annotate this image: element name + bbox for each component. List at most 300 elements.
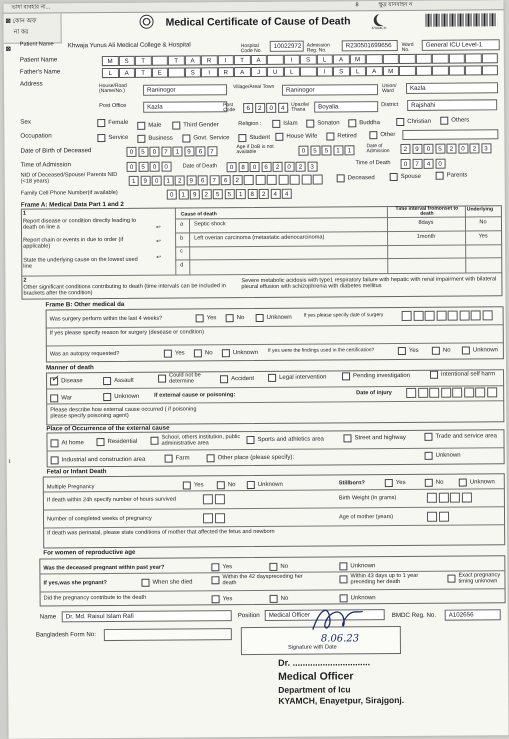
findings-no-checkbox[interactable] <box>432 347 440 355</box>
occupation-govt[interactable] <box>182 134 229 142</box>
cell[interactable]: A <box>366 66 383 76</box>
manner-not-determined[interactable] <box>158 372 211 385</box>
surgery-date-cell[interactable] <box>459 311 469 321</box>
findings-unknown-checkbox[interactable] <box>462 347 470 355</box>
bmdc-field[interactable]: A102656 <box>445 609 501 620</box>
sex-third[interactable] <box>172 121 218 129</box>
hours-survived-cells[interactable] <box>203 494 226 504</box>
admission-date-cells[interactable] <box>400 143 492 154</box>
cell[interactable]: 6 <box>198 175 208 185</box>
cause-row-underlying[interactable]: Yes <box>478 233 488 240</box>
place-home-checkbox[interactable] <box>50 439 58 447</box>
cell[interactable]: 8 <box>247 189 257 199</box>
pregnant-yes-checkbox[interactable] <box>211 563 219 571</box>
cell[interactable]: 2 <box>232 175 242 185</box>
when-died-checkbox[interactable] <box>141 579 149 587</box>
occupation-retired-checkbox[interactable] <box>326 132 334 140</box>
within-43[interactable] <box>339 573 440 586</box>
cell[interactable]: 1 <box>163 176 173 186</box>
cell[interactable]: 1 <box>333 145 343 155</box>
cell[interactable] <box>267 175 277 185</box>
cell[interactable] <box>432 66 449 76</box>
cell[interactable]: 0 <box>401 159 411 169</box>
religion-christian[interactable] <box>396 118 431 126</box>
manner-disease[interactable] <box>50 374 83 385</box>
surgery-date-cell[interactable] <box>471 310 481 320</box>
occupation-service-checkbox[interactable] <box>97 134 105 142</box>
sex-male-checkbox[interactable] <box>137 122 145 130</box>
cell[interactable]: 5 <box>224 189 234 199</box>
cell[interactable]: 0 <box>126 147 136 157</box>
surgery-date-cell[interactable] <box>413 311 423 321</box>
place-other-checkbox[interactable] <box>207 454 215 462</box>
weight-cell[interactable] <box>461 492 471 502</box>
surgery-date-cell[interactable] <box>402 311 412 321</box>
surgery-unknown-checkbox[interactable] <box>256 314 264 322</box>
manner-assault-checkbox[interactable] <box>103 377 111 385</box>
findings-yes[interactable] <box>398 347 419 355</box>
bd-form-field[interactable] <box>104 628 232 641</box>
stillborn-no[interactable] <box>425 479 444 487</box>
stillborn-yes[interactable] <box>385 479 406 487</box>
cell[interactable] <box>300 67 317 77</box>
cell[interactable] <box>481 53 498 63</box>
occupation-other-field[interactable] <box>402 129 498 140</box>
stillborn-no-checkbox[interactable] <box>425 479 433 487</box>
place-home[interactable] <box>50 439 83 447</box>
multiple-unknown[interactable] <box>247 481 283 489</box>
autopsy-unknown[interactable] <box>222 349 258 357</box>
surgery-yes-checkbox[interactable] <box>196 314 204 322</box>
surgery-no[interactable] <box>226 314 245 322</box>
cell[interactable]: 2 <box>296 162 306 172</box>
cause-row-value[interactable]: Septic shock <box>193 221 226 228</box>
religion-christian-checkbox[interactable] <box>396 118 404 126</box>
cell[interactable]: 2 <box>259 189 269 199</box>
cell[interactable]: 7 <box>412 159 422 169</box>
position-field[interactable]: Medical Officer <box>265 609 385 621</box>
cell[interactable]: 6 <box>221 175 231 185</box>
cell[interactable] <box>267 55 284 65</box>
cell[interactable] <box>290 175 300 185</box>
place-unknown[interactable] <box>425 452 461 460</box>
exact-timing-checkbox[interactable] <box>447 575 455 583</box>
house-road-field[interactable]: Raninogor <box>143 84 227 96</box>
union-field[interactable]: Kazla <box>406 82 498 94</box>
manner-legal-checkbox[interactable] <box>268 374 276 382</box>
cell[interactable]: 2 <box>446 144 456 154</box>
within-42-checkbox[interactable] <box>211 576 219 584</box>
multiple-yes-checkbox[interactable] <box>183 481 191 489</box>
injury-date-cell[interactable] <box>429 388 439 398</box>
place-sports[interactable] <box>246 436 323 445</box>
surgery-date-cell[interactable] <box>436 311 446 321</box>
cell[interactable] <box>399 66 416 76</box>
injury-date-cell[interactable] <box>452 388 462 398</box>
village-field[interactable]: Raninogor <box>282 84 378 96</box>
injury-date-cell[interactable] <box>487 387 497 397</box>
weeks-cell[interactable] <box>203 513 213 523</box>
manner-accident-checkbox[interactable] <box>220 375 228 383</box>
nid-spouse[interactable] <box>390 173 421 181</box>
cause-row-interval[interactable]: 8days <box>418 219 434 226</box>
pregnant-no-checkbox[interactable] <box>269 563 277 571</box>
religion-others-checkbox[interactable] <box>440 117 448 125</box>
contribute-yes-checkbox[interactable] <box>212 595 220 603</box>
cell[interactable]: M <box>102 56 119 66</box>
cell[interactable] <box>244 175 254 185</box>
birth-weight-cells[interactable] <box>427 492 473 502</box>
manner-war[interactable] <box>50 394 72 402</box>
ward-field[interactable]: General ICU Level-1 <box>422 39 500 51</box>
injury-date-cell[interactable] <box>406 388 416 398</box>
religion-islam[interactable] <box>272 120 297 128</box>
place-unknown-checkbox[interactable] <box>425 452 433 460</box>
place-farm[interactable] <box>165 454 190 462</box>
surgery-date-cells[interactable] <box>402 310 494 321</box>
cell[interactable]: L <box>316 54 333 64</box>
injury-date-cell[interactable] <box>418 388 428 398</box>
occupation-housewife[interactable] <box>275 133 317 141</box>
cell[interactable]: 9 <box>190 189 200 199</box>
cause-row-value[interactable]: Left overian carcinoma (metastatic adenocarcinoma) <box>194 234 325 242</box>
findings-yes-checkbox[interactable] <box>398 347 406 355</box>
doctor-name-field[interactable]: Dr. Md. Raisul Islam Rafi <box>62 610 232 622</box>
age-cells[interactable] <box>298 145 356 155</box>
pregnant-no[interactable] <box>269 563 288 571</box>
cell[interactable]: L <box>283 67 300 77</box>
autopsy-no-checkbox[interactable] <box>194 349 202 357</box>
sex-male[interactable] <box>137 122 161 130</box>
cell[interactable]: 0 <box>250 162 260 172</box>
surgery-unknown[interactable] <box>256 314 292 322</box>
occupation-service[interactable] <box>97 134 128 142</box>
phone-cells[interactable] <box>167 189 294 200</box>
cell[interactable] <box>168 67 185 77</box>
cell[interactable]: 1 <box>172 147 182 157</box>
surgery-date-cell[interactable] <box>425 311 435 321</box>
cell[interactable] <box>465 65 482 75</box>
manner-war-checkbox[interactable] <box>50 394 58 402</box>
occupation-retired[interactable] <box>326 132 356 140</box>
admission-time-cells[interactable] <box>127 162 173 172</box>
cell[interactable]: A <box>333 54 350 64</box>
cell[interactable] <box>448 66 465 76</box>
injury-date-cell[interactable] <box>475 387 485 397</box>
contribute-no[interactable] <box>270 595 289 603</box>
findings-no[interactable] <box>432 347 451 355</box>
cell[interactable] <box>255 175 265 185</box>
autopsy-yes-checkbox[interactable] <box>164 350 172 358</box>
surgery-no-checkbox[interactable] <box>226 314 234 322</box>
manner-legal[interactable] <box>268 374 326 382</box>
cell[interactable] <box>432 54 449 64</box>
place-industrial[interactable] <box>51 456 146 465</box>
occupation-student-checkbox[interactable] <box>238 134 246 142</box>
stillborn-yes-checkbox[interactable] <box>385 479 393 487</box>
manner-pending-checkbox[interactable] <box>342 372 350 380</box>
cell[interactable]: U <box>267 67 284 77</box>
place-farm-checkbox[interactable] <box>165 455 173 463</box>
cell[interactable]: 4 <box>270 189 280 199</box>
manner-self-harm-checkbox[interactable] <box>430 371 438 379</box>
manner-unknown[interactable] <box>103 393 139 401</box>
pregnant-unknown-checkbox[interactable] <box>339 562 347 570</box>
religion-others[interactable] <box>440 117 469 125</box>
cell[interactable]: 0 <box>149 147 159 157</box>
cell[interactable]: 7 <box>161 147 171 157</box>
cell[interactable]: 2 <box>175 175 185 185</box>
cell[interactable]: 9 <box>140 176 150 186</box>
manner-disease-checkbox[interactable]: ✓ <box>51 374 59 385</box>
cell[interactable]: E <box>151 68 168 78</box>
occupation-business[interactable] <box>137 135 172 143</box>
hospital-name-field[interactable]: Khwaja Yunus Ali Medical College & Hospital <box>67 41 191 50</box>
cell[interactable]: I <box>217 55 234 65</box>
cell[interactable]: 1 <box>236 189 246 199</box>
manner-not-determined-checkbox[interactable] <box>158 375 166 383</box>
surgery-yes[interactable] <box>196 314 217 322</box>
cell[interactable]: 9 <box>412 144 422 154</box>
cell[interactable]: 2 <box>201 189 211 199</box>
surgery-date-cell[interactable] <box>448 311 458 321</box>
occupation-student[interactable] <box>238 134 270 142</box>
within-42[interactable] <box>211 574 312 587</box>
cell[interactable]: L <box>349 66 366 76</box>
mother-age-cell[interactable] <box>427 512 437 522</box>
nid-deceased-checkbox[interactable] <box>337 174 345 182</box>
cell[interactable]: 0 <box>423 144 433 154</box>
place-street[interactable] <box>343 434 405 442</box>
cell[interactable] <box>301 175 311 185</box>
nid-parents[interactable] <box>436 172 468 180</box>
cell[interactable]: 0 <box>167 190 177 200</box>
pregnant-yes[interactable] <box>211 563 232 571</box>
cell[interactable]: T <box>135 56 152 66</box>
part2-value[interactable]: Severe metabolic acidosis with type1 respiratory failure with hepatic with renal impairment with bilateral pleural effusion with schizophrenia with diabetes mellitus <box>241 276 497 291</box>
cell[interactable]: 3 <box>481 143 491 153</box>
sex-female-checkbox[interactable] <box>97 119 105 127</box>
cell[interactable]: 5 <box>138 162 148 172</box>
cell[interactable]: 0 <box>458 144 468 154</box>
cell[interactable]: A <box>250 55 267 65</box>
cell[interactable]: A <box>184 55 201 65</box>
within-43-checkbox[interactable] <box>339 576 347 584</box>
exact-timing[interactable] <box>447 572 508 585</box>
contribute-yes[interactable] <box>212 595 233 603</box>
injury-date-cells[interactable] <box>406 387 498 398</box>
cell[interactable]: 0 <box>298 146 308 156</box>
manner-pending[interactable] <box>342 372 410 380</box>
mother-age-cell[interactable] <box>438 512 448 522</box>
weeks-cell[interactable] <box>215 513 225 523</box>
nid-spouse-checkbox[interactable] <box>390 173 398 181</box>
cause-row-underlying[interactable]: No <box>479 219 487 226</box>
cell[interactable]: 5 <box>435 144 445 154</box>
cell[interactable]: 2 <box>400 144 410 154</box>
cell[interactable] <box>366 54 383 64</box>
place-other[interactable] <box>207 454 294 463</box>
weeks-cells[interactable] <box>203 513 226 523</box>
cell[interactable] <box>382 54 399 64</box>
cell[interactable]: 0 <box>161 162 171 172</box>
cell[interactable]: I <box>201 67 218 77</box>
place-residential-checkbox[interactable] <box>96 438 104 446</box>
weight-cell[interactable] <box>438 493 448 503</box>
cell[interactable]: 5 <box>310 146 320 156</box>
dob-cells[interactable] <box>126 146 218 157</box>
cell[interactable]: 0 <box>435 159 445 169</box>
autopsy-yes[interactable] <box>164 349 185 357</box>
father-name-cells[interactable] <box>102 65 498 78</box>
patient-name-cells[interactable] <box>102 53 498 66</box>
cell[interactable]: 4 <box>282 189 292 199</box>
cell[interactable]: 1 <box>129 176 139 186</box>
cause-row-interval[interactable]: 1month <box>416 233 436 240</box>
occupation-housewife-checkbox[interactable] <box>275 133 283 141</box>
death-time-cells[interactable] <box>401 159 447 169</box>
nid-cells[interactable] <box>129 175 325 186</box>
manner-self-harm[interactable] <box>430 370 495 378</box>
cell[interactable]: S <box>118 56 135 66</box>
cell[interactable]: 0 <box>152 176 162 186</box>
place-trade[interactable] <box>424 432 497 441</box>
place-school[interactable] <box>150 434 241 447</box>
sex-female[interactable] <box>97 119 128 127</box>
occupation-other-checkbox[interactable] <box>369 131 377 139</box>
surgery-date-cell[interactable] <box>482 310 492 320</box>
cell[interactable] <box>415 54 432 64</box>
cell[interactable]: 6 <box>261 162 271 172</box>
cell[interactable]: J <box>250 67 267 77</box>
cell[interactable]: 5 <box>213 189 223 199</box>
cell[interactable]: 1 <box>344 145 354 155</box>
multiple-unknown-checkbox[interactable] <box>247 481 255 489</box>
upazila-field[interactable]: Boyalia <box>314 101 378 112</box>
cell[interactable] <box>313 175 323 185</box>
autopsy-unknown-checkbox[interactable] <box>222 349 230 357</box>
post-code-cells[interactable] <box>243 103 289 113</box>
cell[interactable]: 5 <box>138 147 148 157</box>
cell[interactable]: T <box>135 68 152 78</box>
stillborn-unknown-checkbox[interactable] <box>459 479 467 487</box>
cell[interactable]: 0 <box>284 162 294 172</box>
cell[interactable] <box>465 53 482 63</box>
place-trade-checkbox[interactable] <box>424 433 432 441</box>
cell[interactable]: 9 <box>186 175 196 185</box>
cell[interactable]: 2 <box>469 143 479 153</box>
occupation-other[interactable] <box>369 131 395 139</box>
manner-unknown-checkbox[interactable] <box>103 393 111 401</box>
manner-assault[interactable] <box>103 377 134 385</box>
cell[interactable]: 3 <box>307 162 317 172</box>
religion-buddha[interactable] <box>348 119 380 127</box>
death-date-cells[interactable] <box>227 162 319 173</box>
district-field[interactable]: Rajshahi <box>407 99 497 111</box>
cell[interactable] <box>399 54 416 64</box>
autopsy-no[interactable] <box>194 349 213 357</box>
multiple-yes[interactable] <box>183 481 204 489</box>
nid-parents-checkbox[interactable] <box>436 172 444 180</box>
cell[interactable]: S <box>300 55 317 65</box>
weight-cell[interactable] <box>427 493 437 503</box>
cell[interactable]: 9 <box>184 146 194 156</box>
occupation-business-checkbox[interactable] <box>137 135 145 143</box>
religion-buddha-checkbox[interactable] <box>348 119 356 127</box>
cell[interactable]: T <box>234 55 251 65</box>
cell[interactable] <box>481 65 498 75</box>
cell[interactable]: 5 <box>321 145 331 155</box>
injury-date-cell[interactable] <box>441 388 451 398</box>
cell[interactable]: T <box>168 55 185 65</box>
cell[interactable]: L <box>102 68 119 78</box>
multiple-no[interactable] <box>217 481 236 489</box>
injury-date-cell[interactable] <box>464 387 474 397</box>
cell[interactable]: 2 <box>255 103 265 113</box>
cell[interactable]: 0 <box>150 162 160 172</box>
cell[interactable] <box>448 54 465 64</box>
weight-cell[interactable] <box>450 493 460 503</box>
place-street-checkbox[interactable] <box>343 434 351 442</box>
cell[interactable]: 0 <box>266 103 276 113</box>
place-sports-checkbox[interactable] <box>246 436 254 444</box>
occupation-govt-checkbox[interactable] <box>182 134 190 142</box>
hospital-code-field[interactable]: 10022972 <box>270 41 304 52</box>
multiple-no-checkbox[interactable] <box>217 481 225 489</box>
cell[interactable]: I <box>316 66 333 76</box>
cell[interactable] <box>278 175 288 185</box>
cell[interactable]: 6 <box>195 146 205 156</box>
cell[interactable]: 4 <box>424 159 434 169</box>
when-died[interactable] <box>141 578 192 586</box>
place-residential[interactable] <box>96 438 137 446</box>
mother-age-cells[interactable] <box>427 512 450 522</box>
religion-sonaton-checkbox[interactable] <box>306 120 314 128</box>
cell[interactable]: 7 <box>209 175 219 185</box>
cell[interactable]: 6 <box>243 103 253 113</box>
cell[interactable]: M <box>382 66 399 76</box>
hours-cell[interactable] <box>203 494 213 504</box>
place-school-checkbox[interactable] <box>150 437 158 445</box>
admission-reg-field[interactable]: R230501699656 <box>342 40 398 51</box>
cell[interactable]: 2 <box>273 162 283 172</box>
post-office-field[interactable]: Kazla <box>143 101 227 113</box>
cell[interactable]: A <box>234 67 251 77</box>
cell[interactable]: 7 <box>207 146 217 156</box>
findings-unknown[interactable] <box>462 346 498 354</box>
place-industrial-checkbox[interactable] <box>51 456 59 464</box>
cell[interactable]: R <box>217 67 234 77</box>
pregnant-unknown[interactable] <box>339 562 375 570</box>
cell[interactable]: I <box>283 55 300 65</box>
religion-sonaton[interactable] <box>306 119 339 127</box>
cell[interactable]: M <box>349 54 366 64</box>
sex-third-checkbox[interactable] <box>172 122 180 130</box>
stillborn-unknown[interactable] <box>459 478 495 486</box>
cell[interactable]: 0 <box>227 162 237 172</box>
cell[interactable]: 4 <box>278 103 288 113</box>
cell[interactable]: 0 <box>127 162 137 172</box>
cell[interactable]: 8 <box>238 162 248 172</box>
religion-islam-checkbox[interactable] <box>272 120 280 128</box>
cell[interactable]: 1 <box>178 189 188 199</box>
nid-deceased[interactable] <box>337 174 375 182</box>
manner-accident[interactable] <box>220 375 254 383</box>
cell[interactable]: A <box>118 68 135 78</box>
cell[interactable]: S <box>333 66 350 76</box>
cell[interactable]: R <box>201 55 218 65</box>
hours-cell[interactable] <box>214 494 224 504</box>
